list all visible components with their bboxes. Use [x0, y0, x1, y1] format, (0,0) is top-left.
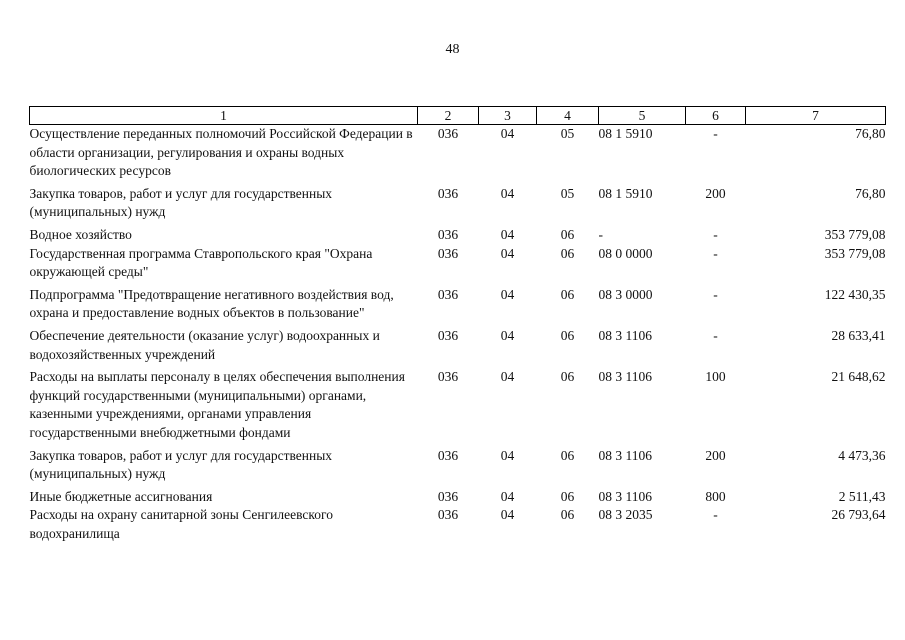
header-row — [30, 107, 886, 125]
row-rz: 04 — [500, 185, 515, 201]
table-row — [30, 488, 886, 507]
table-row — [30, 286, 886, 327]
row-csr: - — [598, 226, 603, 242]
col-header-6: 6 — [686, 107, 746, 125]
col-header-5: 5 — [599, 107, 686, 125]
row-sum: 2 511,43 — [838, 488, 886, 504]
row-name: Закупка товаров, работ и услуг для государственных (муниципальных) нужд — [29, 447, 333, 482]
row-ved: 036 — [437, 226, 459, 242]
row-vr: 100 — [705, 369, 726, 385]
row-name: Водное хозяйство — [29, 226, 132, 242]
row-pr: 05 — [560, 185, 575, 201]
row-name: Государственная программа Ставропольского края "Охрана окружающей среды" — [29, 245, 373, 280]
table-row — [30, 125, 886, 185]
col-header-2: 2 — [418, 107, 479, 125]
row-ved: 036 — [437, 126, 459, 141]
row-csr: 08 0 0000 — [598, 245, 653, 261]
table-row — [30, 447, 886, 488]
row-name: Расходы на охрану санитарной зоны Сенгилеевского водохранилища — [29, 507, 333, 541]
row-pr: 06 — [560, 369, 575, 385]
row-name: Закупка товаров, работ и услуг для государственных (муниципальных) нужд — [29, 185, 333, 220]
row-rz: 04 — [500, 286, 515, 302]
col-header-1: 1 — [30, 107, 418, 125]
row-name: Осуществление переданных полномочий Российской Федерации в области организации, регулирования и охраны водных биологических ресурсов — [29, 126, 413, 179]
row-rz: 04 — [500, 447, 515, 463]
row-ved: 036 — [437, 286, 459, 302]
row-pr: 06 — [560, 245, 575, 261]
table-row — [30, 245, 886, 286]
row-rz: 04 — [500, 126, 515, 141]
row-ved: 036 — [437, 185, 459, 201]
col-header-3: 3 — [479, 107, 537, 125]
row-vr: 200 — [705, 185, 726, 201]
row-csr: 08 3 1106 — [598, 447, 652, 463]
row-pr: 06 — [560, 327, 575, 343]
table-row — [30, 368, 886, 446]
row-sum: 122 430,35 — [824, 286, 886, 302]
row-vr: 200 — [705, 447, 726, 463]
row-pr: 06 — [560, 286, 575, 302]
row-csr: 08 3 1106 — [598, 369, 652, 385]
row-csr: 08 3 2035 — [598, 507, 653, 523]
row-sum: 353 779,08 — [824, 245, 886, 261]
row-csr: 08 1 5910 — [598, 185, 653, 201]
row-pr: 05 — [560, 126, 575, 141]
row-csr: 08 3 1106 — [598, 327, 652, 343]
row-vr: - — [713, 327, 718, 343]
row-vr: - — [713, 286, 718, 302]
row-vr: - — [713, 226, 718, 242]
row-pr: 06 — [560, 488, 575, 504]
row-pr: 06 — [560, 226, 575, 242]
budget-table — [29, 106, 886, 543]
row-sum: 26 793,64 — [831, 507, 886, 523]
col-header-7: 7 — [746, 107, 886, 125]
row-rz: 04 — [500, 488, 515, 504]
col-header-4: 4 — [537, 107, 599, 125]
row-name: Иные бюджетные ассигнования — [29, 488, 213, 504]
row-ved: 036 — [437, 327, 459, 343]
row-vr: - — [713, 126, 718, 141]
table-row — [30, 506, 886, 543]
row-sum: 4 473,36 — [838, 447, 886, 463]
row-ved: 036 — [437, 245, 459, 261]
row-sum: 353 779,08 — [824, 226, 886, 242]
row-ved: 036 — [437, 447, 459, 463]
row-ved: 036 — [437, 369, 459, 385]
row-ved: 036 — [437, 488, 459, 504]
row-sum: 21 648,62 — [831, 369, 886, 385]
row-csr: 08 3 0000 — [598, 286, 653, 302]
row-name: Расходы на выплаты персоналу в целях обеспечения выполнения функций государственными (муниципальными) органами, казенными учреждениями, органами управления государственными внебюджетными фондами — [29, 369, 405, 440]
row-sum: 76,80 — [855, 126, 886, 141]
row-rz: 04 — [500, 327, 515, 343]
row-rz: 04 — [500, 226, 515, 242]
table-row — [30, 226, 886, 245]
row-rz: 04 — [500, 369, 515, 385]
row-rz: 04 — [500, 245, 515, 261]
row-vr: 800 — [705, 488, 726, 504]
row-pr: 06 — [560, 447, 575, 463]
row-csr: 08 3 1106 — [598, 488, 652, 504]
row-ved: 036 — [437, 507, 459, 523]
row-vr: - — [713, 245, 718, 261]
table-row — [30, 327, 886, 368]
row-rz: 04 — [500, 507, 515, 523]
page-number: 48 — [445, 42, 460, 57]
table-row — [30, 185, 886, 226]
row-sum: 76,80 — [855, 185, 886, 201]
row-csr: 08 1 5910 — [598, 126, 653, 141]
row-pr: 06 — [560, 507, 575, 523]
row-sum: 28 633,41 — [831, 327, 886, 343]
row-vr: - — [713, 507, 718, 523]
row-name: Обеспечение деятельности (оказание услуг) водоохранных и водохозяйственных учреждений — [29, 327, 380, 362]
row-name: Подпрограмма "Предотвращение негативного воздействия вод, охрана и предоставление водных объектов в пользование" — [29, 286, 394, 321]
